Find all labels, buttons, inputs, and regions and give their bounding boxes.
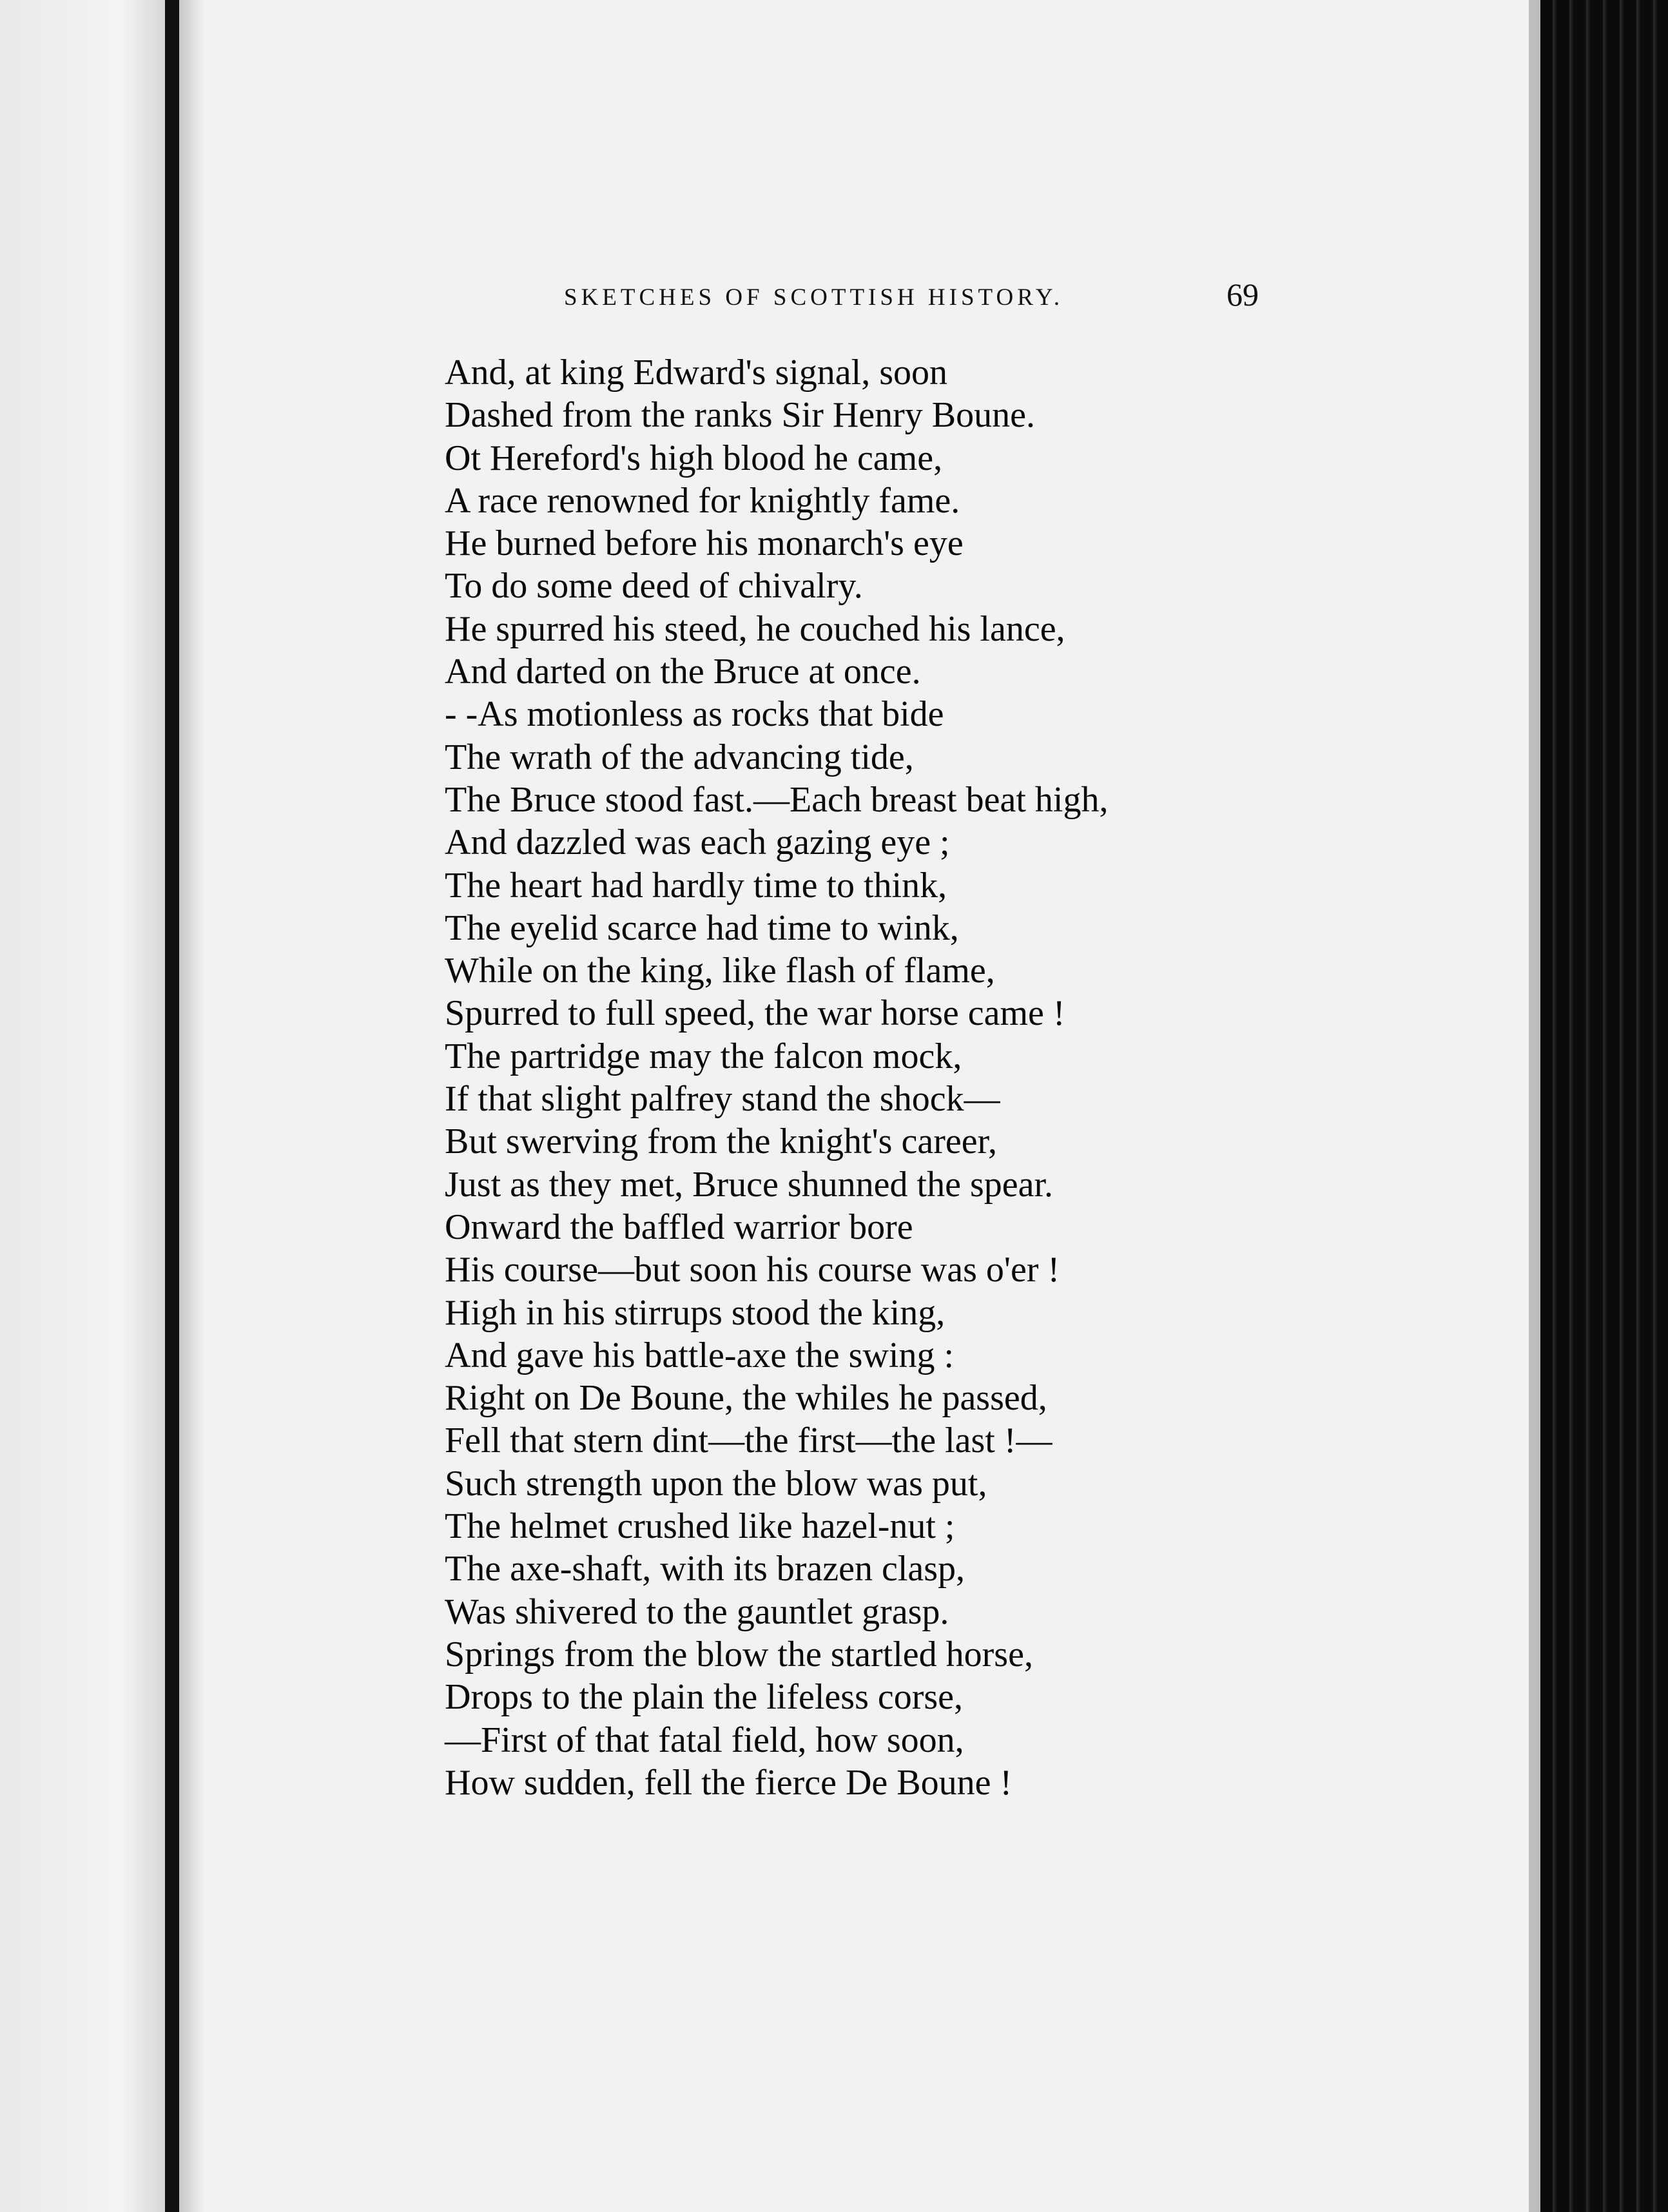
poem-line: Dashed from the ranks Sir Henry Boune. <box>445 395 1036 436</box>
poem-line: And gave his battle-axe the swing : <box>445 1335 955 1375</box>
page-number: 69 <box>1227 276 1259 313</box>
poem-line: Springs from the blow the startled horse, <box>445 1634 1033 1674</box>
poem-line: And darted on the Bruce at once. <box>445 652 921 692</box>
poem-line: High in his stirrups stood the king, <box>445 1292 946 1333</box>
running-title: SKETCHES OF SCOTTISH HISTORY. <box>564 284 1064 311</box>
book-fore-edge <box>1540 0 1668 2212</box>
poem-line: Spurred to full speed, the war horse came ! <box>445 993 1065 1034</box>
poem-line: Right on De Boune, the whiles he passed, <box>445 1378 1047 1419</box>
poem-line: While on the king, like flash of flame, <box>445 951 995 991</box>
poem-line: The eyelid scarce had time to wink, <box>445 907 959 948</box>
poem-line: And dazzled was each gazing eye ; <box>445 822 950 863</box>
poem-line: The partridge may the falcon mock, <box>445 1036 962 1076</box>
poem-line: The Bruce stood fast.—Each breast beat high, <box>445 779 1109 820</box>
poem-line: The wrath of the advancing tide, <box>445 737 914 777</box>
page-edge-highlight <box>1529 0 1540 2212</box>
poem-line: Ot Hereford's high blood he came, <box>445 438 943 478</box>
gutter-shadow <box>179 0 205 2212</box>
poem-line: His course—but soon his course was o'er ! <box>445 1250 1060 1290</box>
poem-line: The helmet crushed like hazel-nut ; <box>445 1506 955 1547</box>
poem-line: How sudden, fell the fierce De Boune ! <box>445 1762 1013 1803</box>
poem-line: He burned before his monarch's eye <box>445 523 964 564</box>
poem-line: But swerving from the knight's career, <box>445 1121 997 1162</box>
poem-line: A race renowned for knightly fame. <box>445 480 960 521</box>
poem-line: Drops to the plain the lifeless corse, <box>445 1677 964 1718</box>
poem-line: If that slight palfrey stand the shock— <box>445 1079 1000 1120</box>
poem-line: - -As motionless as rocks that bide <box>445 694 944 735</box>
poem-line: The heart had hardly time to think, <box>445 865 947 906</box>
poem-text <box>445 351 1283 1804</box>
poem-line: Was shivered to the gauntlet grasp. <box>445 1591 949 1632</box>
poem-line: He spurred his steed, he couched his lance, <box>445 608 1065 649</box>
poem-line: And, at king Edward's signal, soon <box>445 353 948 393</box>
poem-line: To do some deed of chivalry. <box>445 566 863 606</box>
poem-line: Fell that stern dint—the first—the last !— <box>445 1421 1052 1461</box>
facing-page-edge <box>0 0 174 2212</box>
poem-line: —First of that fatal field, how soon, <box>445 1720 964 1760</box>
poem-line: Just as they met, Bruce shunned the spear. <box>445 1164 1054 1205</box>
binding-gutter <box>165 0 179 2212</box>
poem-line: Such strength upon the blow was put, <box>445 1463 987 1504</box>
poem-line: The axe-shaft, with its brazen clasp, <box>445 1549 965 1589</box>
poem-line: Onward the baffled warrior bore <box>445 1207 913 1247</box>
